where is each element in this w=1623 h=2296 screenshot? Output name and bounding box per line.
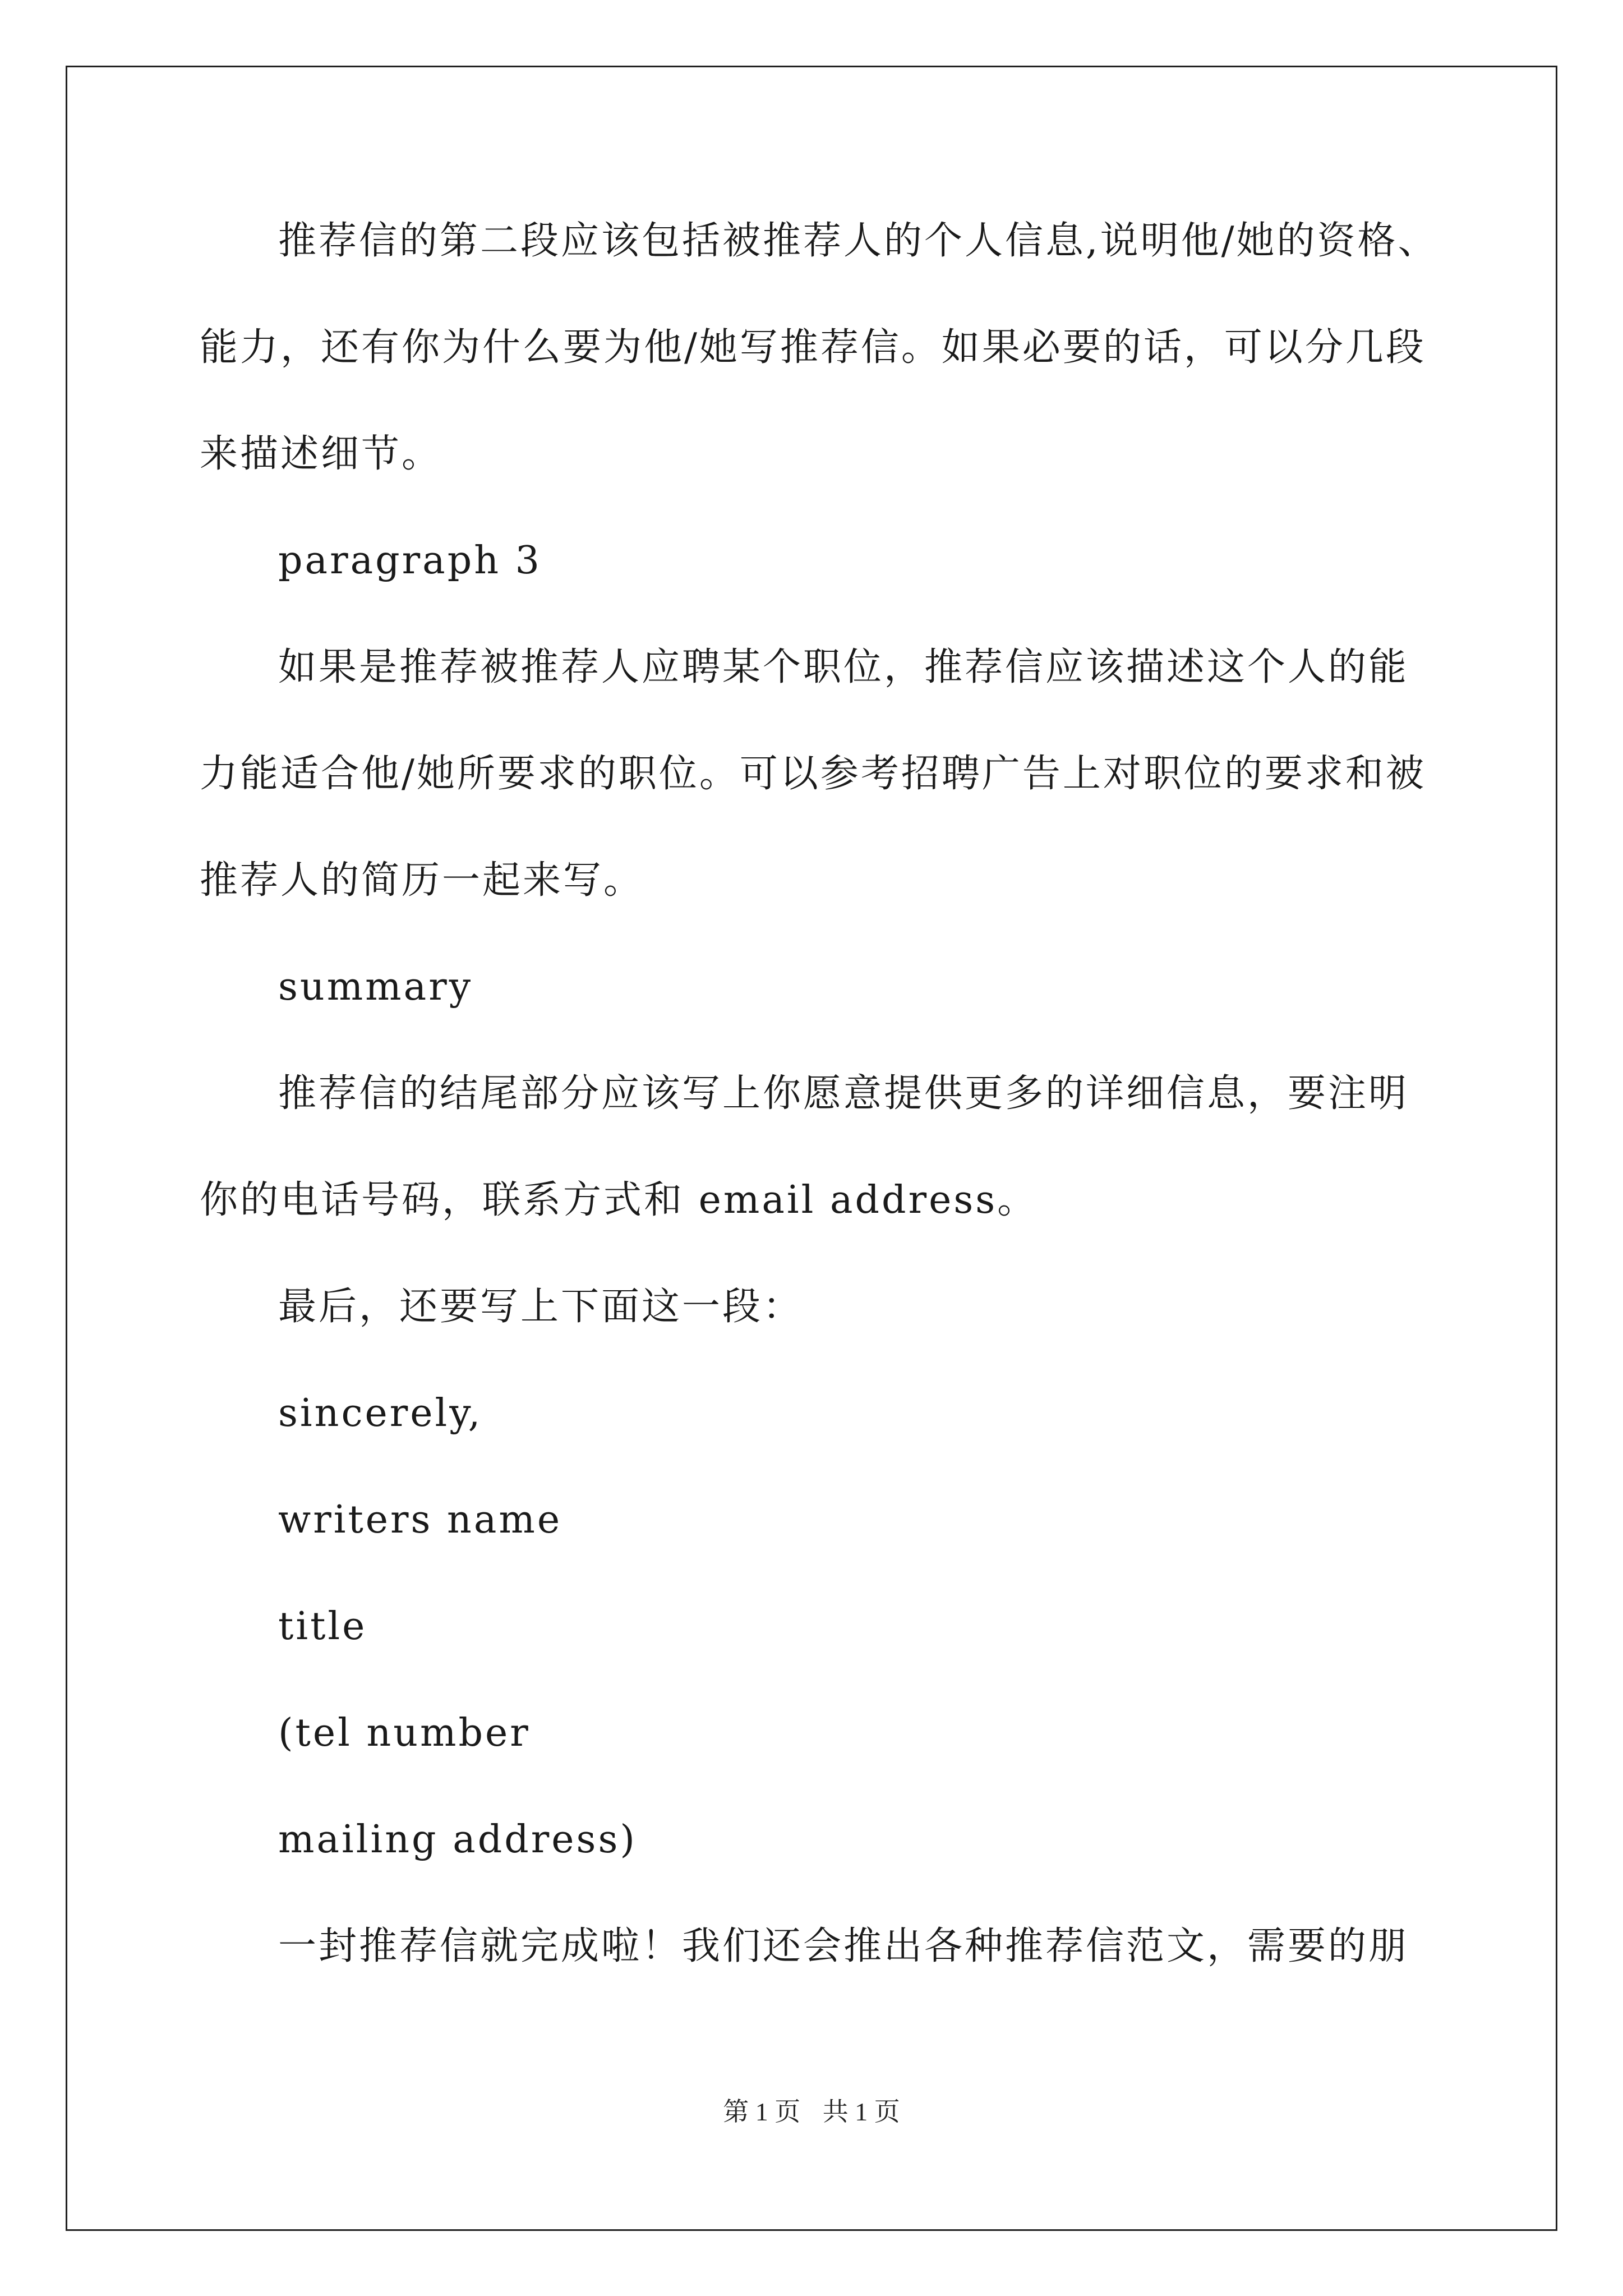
final-paragraph-line-1: 一封推荐信就完成啦！我们还会推出各种推荐信范文，需要的朋 bbox=[278, 1924, 1409, 1968]
summary-line-2: 你的电话号码，联系方式和 email address。 bbox=[200, 1178, 1038, 1222]
closing-sincerely: sincerely, bbox=[278, 1391, 483, 1435]
paragraph-3-line-1: 如果是推荐被推荐人应聘某个职位，推荐信应该描述这个人的能 bbox=[278, 645, 1409, 689]
paragraph-3-line-3: 推荐人的简历一起来写。 bbox=[200, 858, 644, 903]
closing-title: title bbox=[278, 1604, 367, 1649]
page-total: 共 1 页 bbox=[822, 2097, 900, 2126]
closing-tel-number: (tel number bbox=[278, 1711, 531, 1755]
closing-mailing-address: mailing address) bbox=[278, 1818, 637, 1862]
page-number: 第 1 页 bbox=[723, 2097, 801, 2126]
closing-writer-name: writers name bbox=[278, 1498, 562, 1542]
paragraph-3-line-2: 力能适合他/她所要求的职位。可以参考招聘广告上对职位的要求和被 bbox=[200, 752, 1426, 796]
paragraph-2-line-2: 能力，还有你为什么要为他/她写推荐信。如果必要的话，可以分几段 bbox=[200, 325, 1426, 370]
heading-paragraph-3: paragraph 3 bbox=[278, 539, 542, 583]
page-footer bbox=[0, 2091, 1623, 2128]
summary-line-1: 推荐信的结尾部分应该写上你愿意提供更多的详细信息，要注明 bbox=[278, 1071, 1409, 1116]
heading-summary: summary bbox=[278, 965, 473, 1009]
paragraph-2-line-3: 来描述细节。 bbox=[200, 432, 442, 476]
closing-intro: 最后，还要写上下面这一段： bbox=[278, 1285, 804, 1329]
paragraph-2-line-1: 推荐信的第二段应该包括被推荐人的个人信息,说明他/她的资格、 bbox=[278, 219, 1438, 263]
page-border bbox=[66, 66, 1557, 2231]
